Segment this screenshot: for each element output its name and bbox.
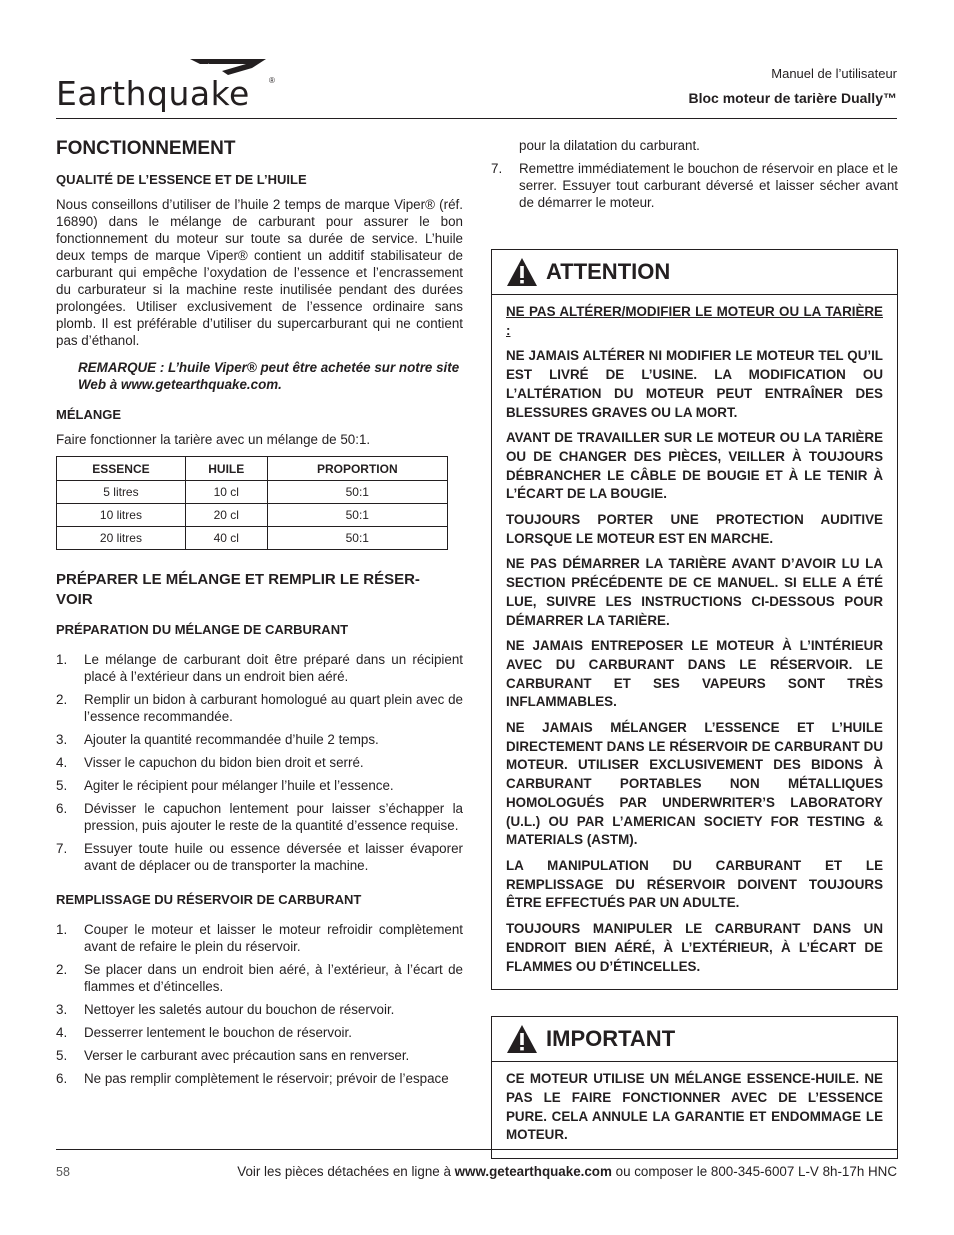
list-item (56, 754, 463, 771)
table-cell: 5 litres (57, 481, 186, 504)
attention-paragraph: NE JAMAIS MÉLANGER L’ESSENCE ET L’HUILE DIRECTEMENT DANS LE RÉSERVOIR DE CARBURANT DU MOTEUR. UTILISER EXCLUSIVEMENT DES BIDONS À CARBURANT PORTABLES NON MÉTALLIQUES HOMOLOGUÉS PAR UNDERWRITER’S LABORATORY (U.L.) OU PAR L’AMERICAN SOCIETY FOR TESTING & MATERIALS (ASTM). (506, 720, 883, 848)
step-text: Visser le capuchon du bidon bien droit et serré. (84, 755, 364, 770)
table-cell: 10 cl (185, 481, 267, 504)
table-header-row (57, 457, 448, 481)
step-text: Le mélange de carburant doit être préparé dans un récipient placé à l’extérieur dans un endroit bien aéré. (84, 652, 463, 684)
step-text: Ajouter la quantité recommandée d’huile 2 temps. (84, 732, 379, 747)
attention-paragraph: NE JAMAIS ENTREPOSER LE MOTEUR À L’INTÉRIEUR AVEC DU CARBURANT DANS LE RÉSERVOIR. LE CARBURANT ET SES VAPEURS SONT TRÈS INFLAMMABLES. (506, 638, 883, 710)
page-number: 58 (56, 1165, 70, 1179)
step-text: Dévisser le capuchon lentement pour laisser s’échapper la pression, puis ajouter le reste de la quantité d’essence requise. (84, 801, 463, 833)
table-header-cell: ESSENCE (57, 457, 186, 481)
step-number: 1. (56, 652, 68, 667)
step-number: 5. (56, 1048, 68, 1063)
mix-heading: MÉLANGE (56, 407, 121, 422)
prep-steps-list (56, 651, 463, 874)
step-text: Verser le carburant avec précaution sans en renverser. (84, 1048, 410, 1063)
attention-header (506, 250, 883, 294)
important-box (491, 1016, 898, 1159)
footer-text (237, 1164, 897, 1179)
step-number: 4. (56, 1025, 68, 1040)
table-cell: 40 cl (185, 527, 267, 550)
list-item (56, 961, 463, 995)
attention-paragraph: LA MANIPULATION DU CARBURANT ET LE REMPLISSAGE DU RÉSERVOIR DOIVENT TOUJOURS ÊTRE EFFECTUÉS PAR UN ADULTE. (506, 857, 883, 911)
important-body (506, 1062, 883, 1158)
table-cell: 20 cl (185, 504, 267, 527)
viper-note: REMARQUE : L’huile Viper® peut être achetée sur notre site Web à www.getearthquake.com. (78, 360, 460, 392)
important-title: IMPORTANT (546, 1026, 676, 1052)
list-item (56, 1024, 463, 1041)
step-text: Essuyer toute huile ou essence déversée et laisser évaporer avant de déplacer ou de transporter la machine. (84, 841, 463, 873)
attention-title: ATTENTION (546, 259, 671, 284)
quality-paragraph: Nous conseillons d’utiliser de l’huile 2 temps de marque Viper® (réf. 16890) dans le mélange de carburant pour assurer le bon fonctionnement du moteur sur toute sa durée de service. L’huile deux temps de marque Viper® contient un additif stabilisateur de carburant qui empêche l’oxydation de l’essence et l’encrassement du carburateur si la machine reste inutilisée pendant des durées prolongées. Utiliser exclusivement de l’essence ordinaire sans plomb. Il est préférable d’utiliser du supercarburant qui ne contient pas d’éthanol. (56, 197, 463, 348)
list-item (56, 731, 463, 748)
table-cell: 10 litres (57, 504, 186, 527)
section-title: FONCTIONNEMENT (56, 138, 236, 159)
logo-text: Earthquake (56, 74, 250, 113)
table-row (57, 481, 448, 504)
attention-paragraph: NE PAS DÉMARRER LA TARIÈRE AVANT D’AVOIR LU LA SECTION PRÉCÉDENTE DE CE MANUEL. SI ELLE A ÉTÉ LUE, SUIVRE LES INSTRUCTIONS CI-DESSOUS POUR DÉMARRER LA TARIÈRE. (506, 556, 883, 628)
table-header-cell: HUILE (185, 457, 267, 481)
header-divider (56, 118, 897, 119)
fill-heading: REMPLISSAGE DU RÉSERVOIR DE CARBURANT (56, 892, 362, 907)
step-number: 5. (56, 778, 68, 793)
list-item (56, 840, 463, 874)
step-text: Agiter le récipient pour mélanger l’huile et l’essence. (84, 778, 394, 793)
fill-steps-list (56, 921, 463, 1087)
step-number: 7. (491, 161, 503, 176)
step-number: 2. (56, 962, 68, 977)
prepare-title-line1: PRÉPARER LE MÉLANGE ET REMPLIR LE RÉSER- (56, 571, 420, 588)
table-row (57, 504, 448, 527)
list-item (56, 691, 463, 725)
step-text: Remplir un bidon à carburant homologué au quart plein avec de l’essence recommandée. (84, 692, 463, 724)
product-title: Bloc moteur de tarière Dually™ (688, 90, 897, 106)
step-number: 3. (56, 1002, 68, 1017)
attention-paragraph: AVANT DE TRAVAILLER SUR LE MOTEUR OU LA TARIÈRE OU DE CHANGER DES PIÈCES, VEILLER À TOUJOURS DÉBRANCHER LE CÂBLE DE BOUGIE ET À LE TENIR À L’ÉCART DE LA BOUGIE. (506, 430, 883, 502)
manual-subtitle: Manuel de l’utilisateur (771, 66, 897, 81)
footer-website-link[interactable]: www.getearthquake.com (454, 1164, 612, 1179)
fill-steps-continued (491, 137, 898, 211)
prepare-title-line2: VOIR (56, 591, 93, 608)
table-row (57, 527, 448, 550)
attention-body (506, 295, 883, 989)
step-number: 2. (56, 692, 68, 707)
logo-registered-mark: ® (269, 76, 275, 85)
step-text: pour la dilatation du carburant. (519, 138, 700, 153)
mix-ratio-table (56, 456, 448, 550)
list-item-continued (491, 137, 898, 154)
step-number: 6. (56, 1071, 68, 1086)
right-column (491, 137, 898, 1159)
list-item (56, 777, 463, 794)
attention-paragraph: NE PAS ALTÉRER/MODIFIER LE MOTEUR OU LA TARIÈRE : (506, 304, 883, 338)
step-number: 6. (56, 801, 68, 816)
step-text: Ne pas remplir complètement le réservoir; prévoir de l’espace (84, 1071, 449, 1086)
earthquake-logo (56, 56, 276, 116)
step-number: 1. (56, 922, 68, 937)
table-header-cell: PROPORTION (267, 457, 447, 481)
prepare-fill-title (56, 570, 463, 610)
warning-triangle-icon (506, 257, 538, 287)
step-number: 4. (56, 755, 68, 770)
list-item (56, 1001, 463, 1018)
footer-text-before: Voir les pièces détachées en ligne à (237, 1164, 455, 1179)
list-item (56, 800, 463, 834)
table-cell: 50:1 (267, 481, 447, 504)
step-number: 3. (56, 732, 68, 747)
list-item (56, 921, 463, 955)
mix-paragraph: Faire fonctionner la tarière avec un mélange de 50:1. (56, 432, 371, 447)
step-text: Desserrer lentement le bouchon de réservoir. (84, 1025, 352, 1040)
step-text: Couper le moteur et laisser le moteur refroidir complètement avant de refaire le plein du réservoir. (84, 922, 463, 954)
quality-heading: QUALITÉ DE L’ESSENCE ET DE L’HUILE (56, 172, 307, 187)
footer-text-after: ou composer le 800-345-6007 L-V 8h-17h HNC (611, 1164, 897, 1179)
attention-paragraph: TOUJOURS MANIPULER LE CARBURANT DANS UN ENDROIT BIEN AÉRÉ, À L’EXTÉRIEUR, À L’ÉCART DE FLAMMES OU D’ÉTINCELLES. (506, 921, 883, 974)
important-paragraph: CE MOTEUR UTILISE UN MÉLANGE ESSENCE-HUILE. NE PAS LE FAIRE FONCTIONNER AVEC DE L’ESSENCE PURE. CELA ANNULE LA GARANTIE ET ENDOMMAGE LE MOTEUR. (506, 1071, 883, 1143)
list-item (56, 1070, 463, 1087)
step-text: Se placer dans un endroit bien aéré, à l’extérieur, à l’écart de flammes et d’étincelles. (84, 962, 463, 994)
prep-heading: PRÉPARATION DU MÉLANGE DE CARBURANT (56, 622, 349, 637)
footer-divider (56, 1149, 897, 1150)
list-item (56, 1047, 463, 1064)
list-item (56, 651, 463, 685)
attention-paragraph: NE JAMAIS ALTÉRER NI MODIFIER LE MOTEUR TEL QU’IL EST LIVRÉ DE L’USINE. LA MODIFICATION OU L’ALTÉRATION DU MOTEUR PEUT ENTRAÎNER DES BLESSURES GRAVES OU LA MORT. (506, 348, 883, 420)
step-text: Remettre immédiatement le bouchon de réservoir en place et le serrer. Essuyer tout carburant déversé et laisser sécher avant de démarrer le moteur. (519, 161, 898, 210)
list-item (491, 160, 898, 211)
attention-paragraph: TOUJOURS PORTER UNE PROTECTION AUDITIVE LORSQUE LE MOTEUR EST EN MARCHE. (506, 512, 883, 546)
table-cell: 20 litres (57, 527, 186, 550)
left-column (56, 138, 463, 1093)
important-header (506, 1017, 883, 1061)
header-info (688, 66, 897, 106)
step-number: 7. (56, 841, 68, 856)
table-cell: 50:1 (267, 527, 447, 550)
warning-triangle-icon (506, 1024, 538, 1054)
table-cell: 50:1 (267, 504, 447, 527)
step-text: Nettoyer les saletés autour du bouchon de réservoir. (84, 1002, 395, 1017)
attention-box (491, 249, 898, 990)
